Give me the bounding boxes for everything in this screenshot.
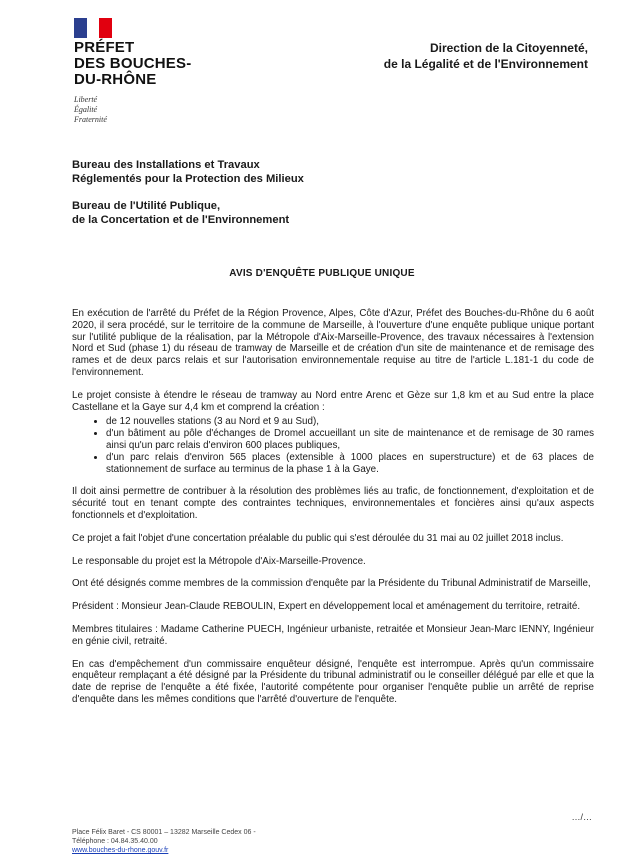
paragraph-project: Le projet consiste à étendre le réseau de tramway au Nord entre Arenc et Gèze sur 1,8 km et au Sud entre la place Castellane et la Gaye sur 4,4 km et comprend la création : (72, 389, 594, 413)
flag-white-stripe (87, 18, 100, 38)
bureau-installations-heading (72, 158, 304, 186)
flag-red-stripe (99, 18, 112, 38)
direction-line: de la Légalité et de l'Environnement (383, 57, 588, 71)
bureau-line: de la Concertation et de l'Environnement (72, 214, 290, 226)
footer-contact (72, 828, 256, 855)
website-link[interactable]: www.bouches-du-rhone.gouv.fr (72, 847, 169, 854)
paragraph-execution: En exécution de l'arrêté du Préfet de la Région Provence, Alpes, Côte d'Azur, Préfet des Bouches-du-Rhône du 6 août 2020, il sera procédé, sur le territoire de la commune de Marseille, à l'ouverture d'une enquête publique unique portant sur l'utilité publique de la réalisation, par la Métropole d'Aix-Marseille-Provence, des travaux nécessaires à l'extension Nord et Sud (phase 1) du réseau de tramway de Marseille et de création d'un site de maintenance et de remisage des rames et de deux parcs relais et sur l'autorisation environnementale requise au titre de l'article L.181-1 du code de l'environnement. (72, 308, 594, 378)
direction-line: Direction de la Citoyenneté, (429, 41, 588, 55)
republic-motto (74, 95, 107, 125)
list-item: • d'un parc relais d'environ 565 places (extensible à 1000 places en superstructure) et de 63 places de stationnement de surface au terminus de la phase 1 à la Gaye. (106, 452, 594, 476)
republique-flag-logo (74, 18, 112, 38)
prefet-line: PRÉFET (74, 39, 135, 56)
notice-title: AVIS D'ENQUÊTE PUBLIQUE UNIQUE (229, 268, 415, 279)
prefet-line: DU-RHÔNE (74, 71, 157, 88)
paragraph-impediment: En cas d'empêchement d'un commissaire enquêteur désigné, l'enquête est interrompue. Après qu'un commissaire enquêteur remplaçant a été désigné par la Présidente du tribunal administratif ou le conseiller délégué par elle et que la date de reprise de l'enquête a été fixée, l'autorité compétente pour organiser l'enquête publie un arrêté de reprise d'enquête dans les mêmes conditions que l'arrêté d'ouverture de l'enquête. (72, 658, 594, 705)
motto-line: Égalité (74, 105, 98, 114)
paragraph-objectives: Il doit ainsi permettre de contribuer à la résolution des problèmes liés au trafic, de fonctionnement, d'exploitation et de sécurité tout en tenant compte des contraintes techniques, environnementales et foncières ainsi qu'aux aspects fonctionnels et d'exploitation. (72, 486, 594, 521)
motto-line: Liberté (74, 95, 98, 104)
paragraph-president: Président : Monsieur Jean-Claude REBOULIN, Expert en développement local et aménagement du territoire, retraité. (72, 601, 581, 613)
prefecture-name (74, 40, 224, 88)
motto-line: Fraternité (74, 115, 107, 124)
direction-heading (384, 40, 588, 72)
bureau-line: Réglementés pour la Protection des Milieux (72, 173, 304, 185)
bureau-line: Bureau des Installations et Travaux (72, 159, 260, 171)
continuation-mark: …/… (571, 812, 592, 822)
notice-body (72, 308, 594, 717)
flag-blue-stripe (74, 18, 87, 38)
paragraph-members: Membres titulaires : Madame Catherine PUECH, Ingénieur urbaniste, retraitée et Monsieur Jean-Marc IENNY, Ingénieur en génie civil, retraité. (72, 623, 594, 647)
list-item: • de 12 nouvelles stations (3 au Nord et 9 au Sud), (106, 416, 594, 428)
footer-phone: Téléphone : 04.84.35.40.00 (72, 838, 158, 845)
paragraph-commission: Ont été désignés comme membres de la commission d'enquête par la Présidente du Tribunal Administratif de Marseille, (72, 578, 591, 590)
prefet-line: DES BOUCHES- (74, 55, 192, 72)
footer-address: Place Félix Baret - CS 80001 – 13282 Marseille Cedex 06 - (72, 829, 256, 836)
paragraph-concertation: Ce projet a fait l'objet d'une concertation préalable du public qui s'est déroulée du 31 mai au 02 juillet 2018 inclus. (72, 532, 564, 544)
bureau-line: Bureau de l'Utilité Publique, (72, 200, 221, 212)
list-item: • d'un bâtiment au pôle d'échanges de Dromel accueillant un site de maintenance et de remisage de 30 rames ainsi qu'un parc relais d'environ 600 places publiques, (106, 428, 594, 452)
creation-list (72, 416, 594, 475)
paragraph-responsible: Le responsable du projet est la Métropole d'Aix-Marseille-Provence. (72, 555, 366, 567)
bureau-utilite-heading (72, 199, 289, 227)
